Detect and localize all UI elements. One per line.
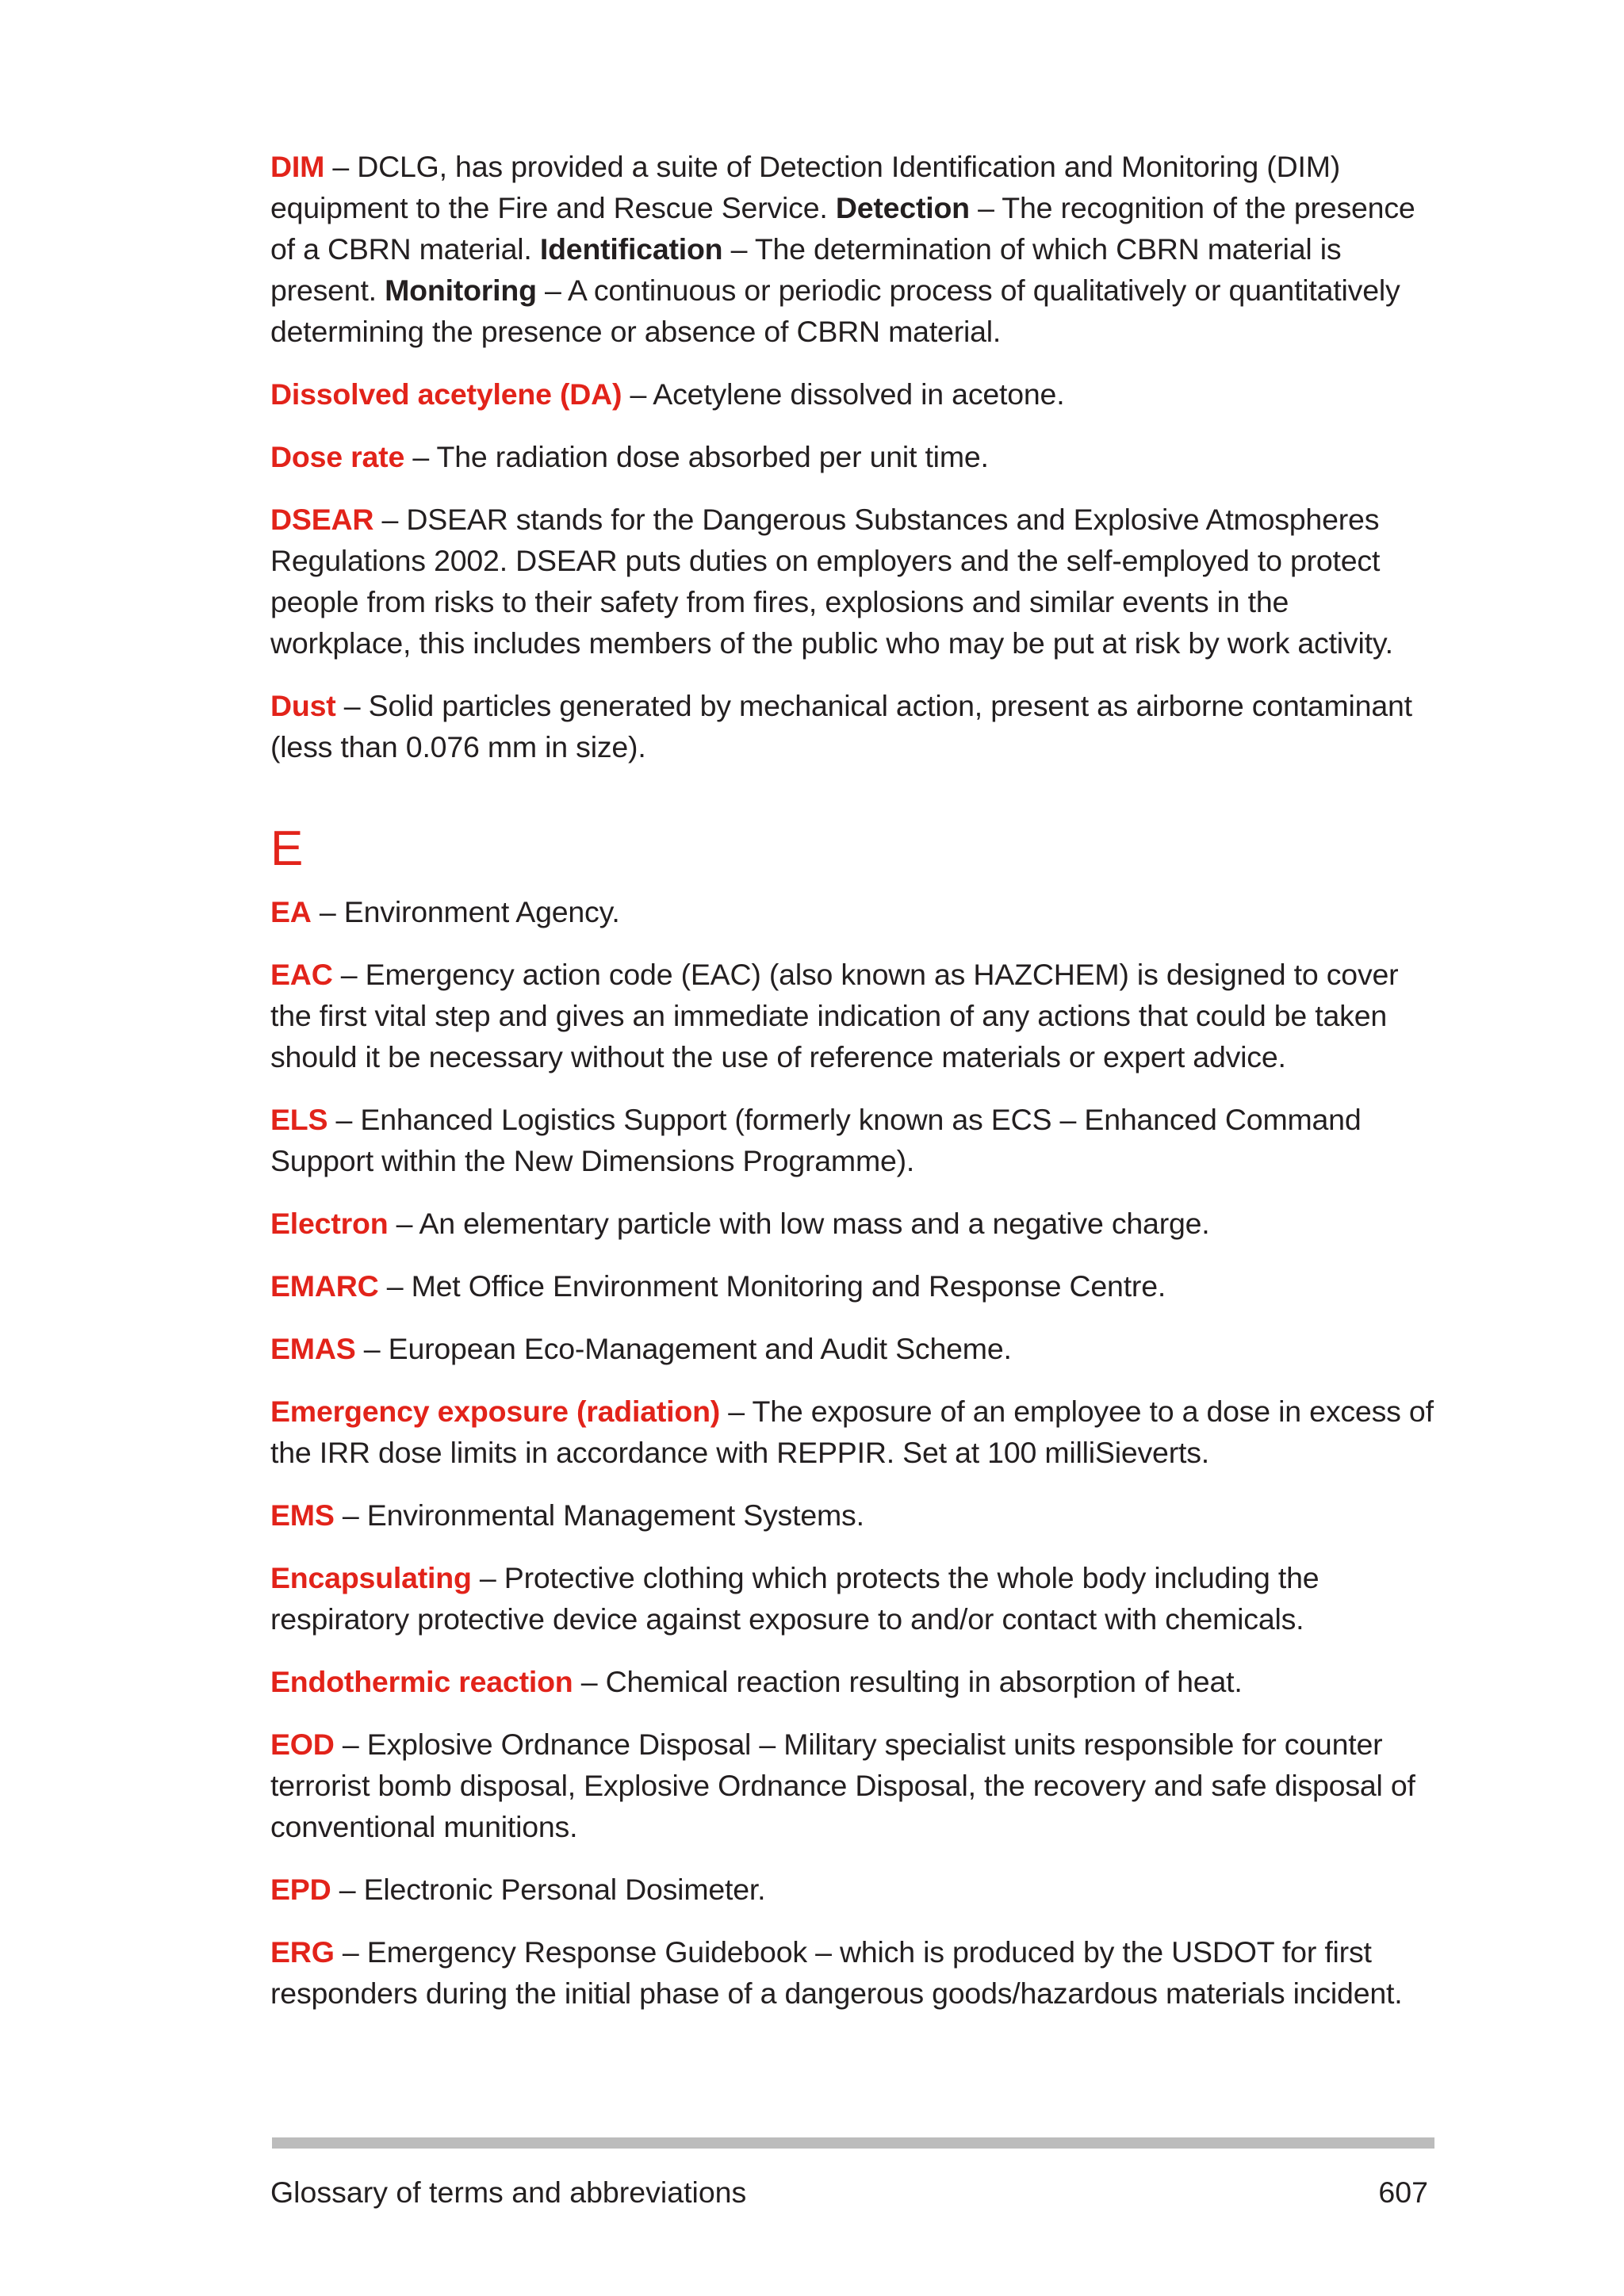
glossary-term: Emergency exposure (radiation) <box>270 1395 721 1428</box>
glossary-definition: – The radiation dose absorbed per unit time. <box>404 440 989 473</box>
glossary-term: Dust <box>270 689 336 722</box>
glossary-term: EAC <box>270 958 333 991</box>
glossary-entry <box>270 373 1436 415</box>
page-number: 607 <box>1378 2175 1428 2209</box>
glossary-definition: – Emergency action code (EAC) (also known as HAZCHEM) is designed to cover the first vital step and gives an immediate indication of any actions that could be taken should it be necessary without the use of reference materials or expert advice. <box>270 958 1399 1073</box>
glossary-subterm: Identification <box>539 232 723 266</box>
glossary-entry <box>270 891 1436 932</box>
glossary-term: Dose rate <box>270 440 405 473</box>
glossary-term: EMARC <box>270 1269 379 1303</box>
glossary-definition: – Met Office Environment Monitoring and Response Centre. <box>378 1269 1166 1303</box>
glossary-entry <box>270 1203 1436 1244</box>
glossary-term: DSEAR <box>270 503 374 536</box>
glossary-entry <box>270 1661 1436 1702</box>
glossary-section-d <box>270 146 1436 767</box>
glossary-entry <box>270 499 1436 664</box>
glossary-term: EMAS <box>270 1332 356 1365</box>
glossary-term: DIM <box>270 150 325 183</box>
glossary-definition: – Environmental Management Systems. <box>334 1498 864 1532</box>
glossary-term: EA <box>270 895 312 928</box>
glossary-entry <box>270 1099 1436 1181</box>
glossary-definition: – DSEAR stands for the Dangerous Substances and Explosive Atmospheres Regulations 2002. DSEAR puts duties on employers and the self-employed to protect people from risks to their safety from fires, explosions and similar events in the workplace, this includes members of the public who may be put at risk by work activity. <box>270 503 1393 660</box>
glossary-term: EOD <box>270 1728 335 1761</box>
footer-divider <box>272 2137 1434 2149</box>
glossary-entry <box>270 1494 1436 1536</box>
glossary-entry <box>270 436 1436 477</box>
glossary-entry <box>270 954 1436 1077</box>
glossary-definition: – Explosive Ordnance Disposal – Military specialist units responsible for counter terrorist bomb disposal, Explosive Ordnance Disposal, the recovery and safe disposal of conventional munitions. <box>270 1728 1415 1843</box>
glossary-definition: – The determination of which CBRN material is present. <box>270 232 1342 307</box>
glossary-definition: – DCLG, has provided a suite of Detection Identification and Monitoring (DIM) equipment to the Fire and Rescue Service. <box>270 150 1341 224</box>
glossary-definition: – Enhanced Logistics Support (formerly known as ECS – Enhanced Command Support within the New Dimensions Programme). <box>270 1103 1362 1177</box>
glossary-entry <box>270 1328 1436 1369</box>
glossary-entry <box>270 1557 1436 1640</box>
glossary-definition: – Electronic Personal Dosimeter. <box>331 1873 766 1906</box>
section-heading-e: E <box>270 821 304 876</box>
glossary-definition: – The exposure of an employee to a dose in excess of the IRR dose limits in accordance with REPPIR. Set at 100 milliSieverts. <box>270 1395 1434 1469</box>
glossary-subterm: Monitoring <box>385 274 537 307</box>
glossary-definition: – A continuous or periodic process of qualitatively or quantitatively determining the presence or absence of CBRN material. <box>270 274 1400 348</box>
glossary-entry <box>270 146 1436 352</box>
glossary-subterm: Detection <box>835 191 970 224</box>
glossary-term: Dissolved acetylene (DA) <box>270 377 622 411</box>
glossary-definition: – An elementary particle with low mass and a negative charge. <box>388 1207 1210 1240</box>
glossary-term: ERG <box>270 1935 335 1969</box>
glossary-definition: – The recognition of the presence of a CBRN material. <box>270 191 1415 266</box>
glossary-definition: – European Eco-Management and Audit Scheme. <box>355 1332 1012 1365</box>
glossary-entry <box>270 1869 1436 1910</box>
glossary-term: Encapsulating <box>270 1561 472 1594</box>
glossary-term: EMS <box>270 1498 335 1532</box>
glossary-entry <box>270 1724 1436 1847</box>
glossary-entry <box>270 1931 1436 2014</box>
glossary-definition: – Acetylene dissolved in acetone. <box>622 377 1065 411</box>
footer-title: Glossary of terms and abbreviations <box>270 2175 747 2209</box>
glossary-entry <box>270 685 1436 767</box>
glossary-term: EPD <box>270 1873 331 1906</box>
glossary-section-e <box>270 891 1436 2014</box>
glossary-entry <box>270 1391 1436 1473</box>
glossary-content <box>270 146 1436 2035</box>
glossary-definition: – Environment Agency. <box>311 895 620 928</box>
glossary-definition: – Solid particles generated by mechanical action, present as airborne contaminant (less than 0.076 mm in size). <box>270 689 1412 763</box>
glossary-term: Endothermic reaction <box>270 1665 573 1698</box>
glossary-definition: – Protective clothing which protects the whole body including the respiratory protective device against exposure to and/or contact with chemicals. <box>270 1561 1320 1636</box>
glossary-definition: – Emergency Response Guidebook – which is produced by the USDOT for first responders during the initial phase of a dangerous goods/hazardous materials incident. <box>270 1935 1403 2010</box>
glossary-definition: – Chemical reaction resulting in absorption of heat. <box>573 1665 1243 1698</box>
glossary-term: Electron <box>270 1207 389 1240</box>
glossary-term: ELS <box>270 1103 328 1136</box>
glossary-entry <box>270 1265 1436 1307</box>
